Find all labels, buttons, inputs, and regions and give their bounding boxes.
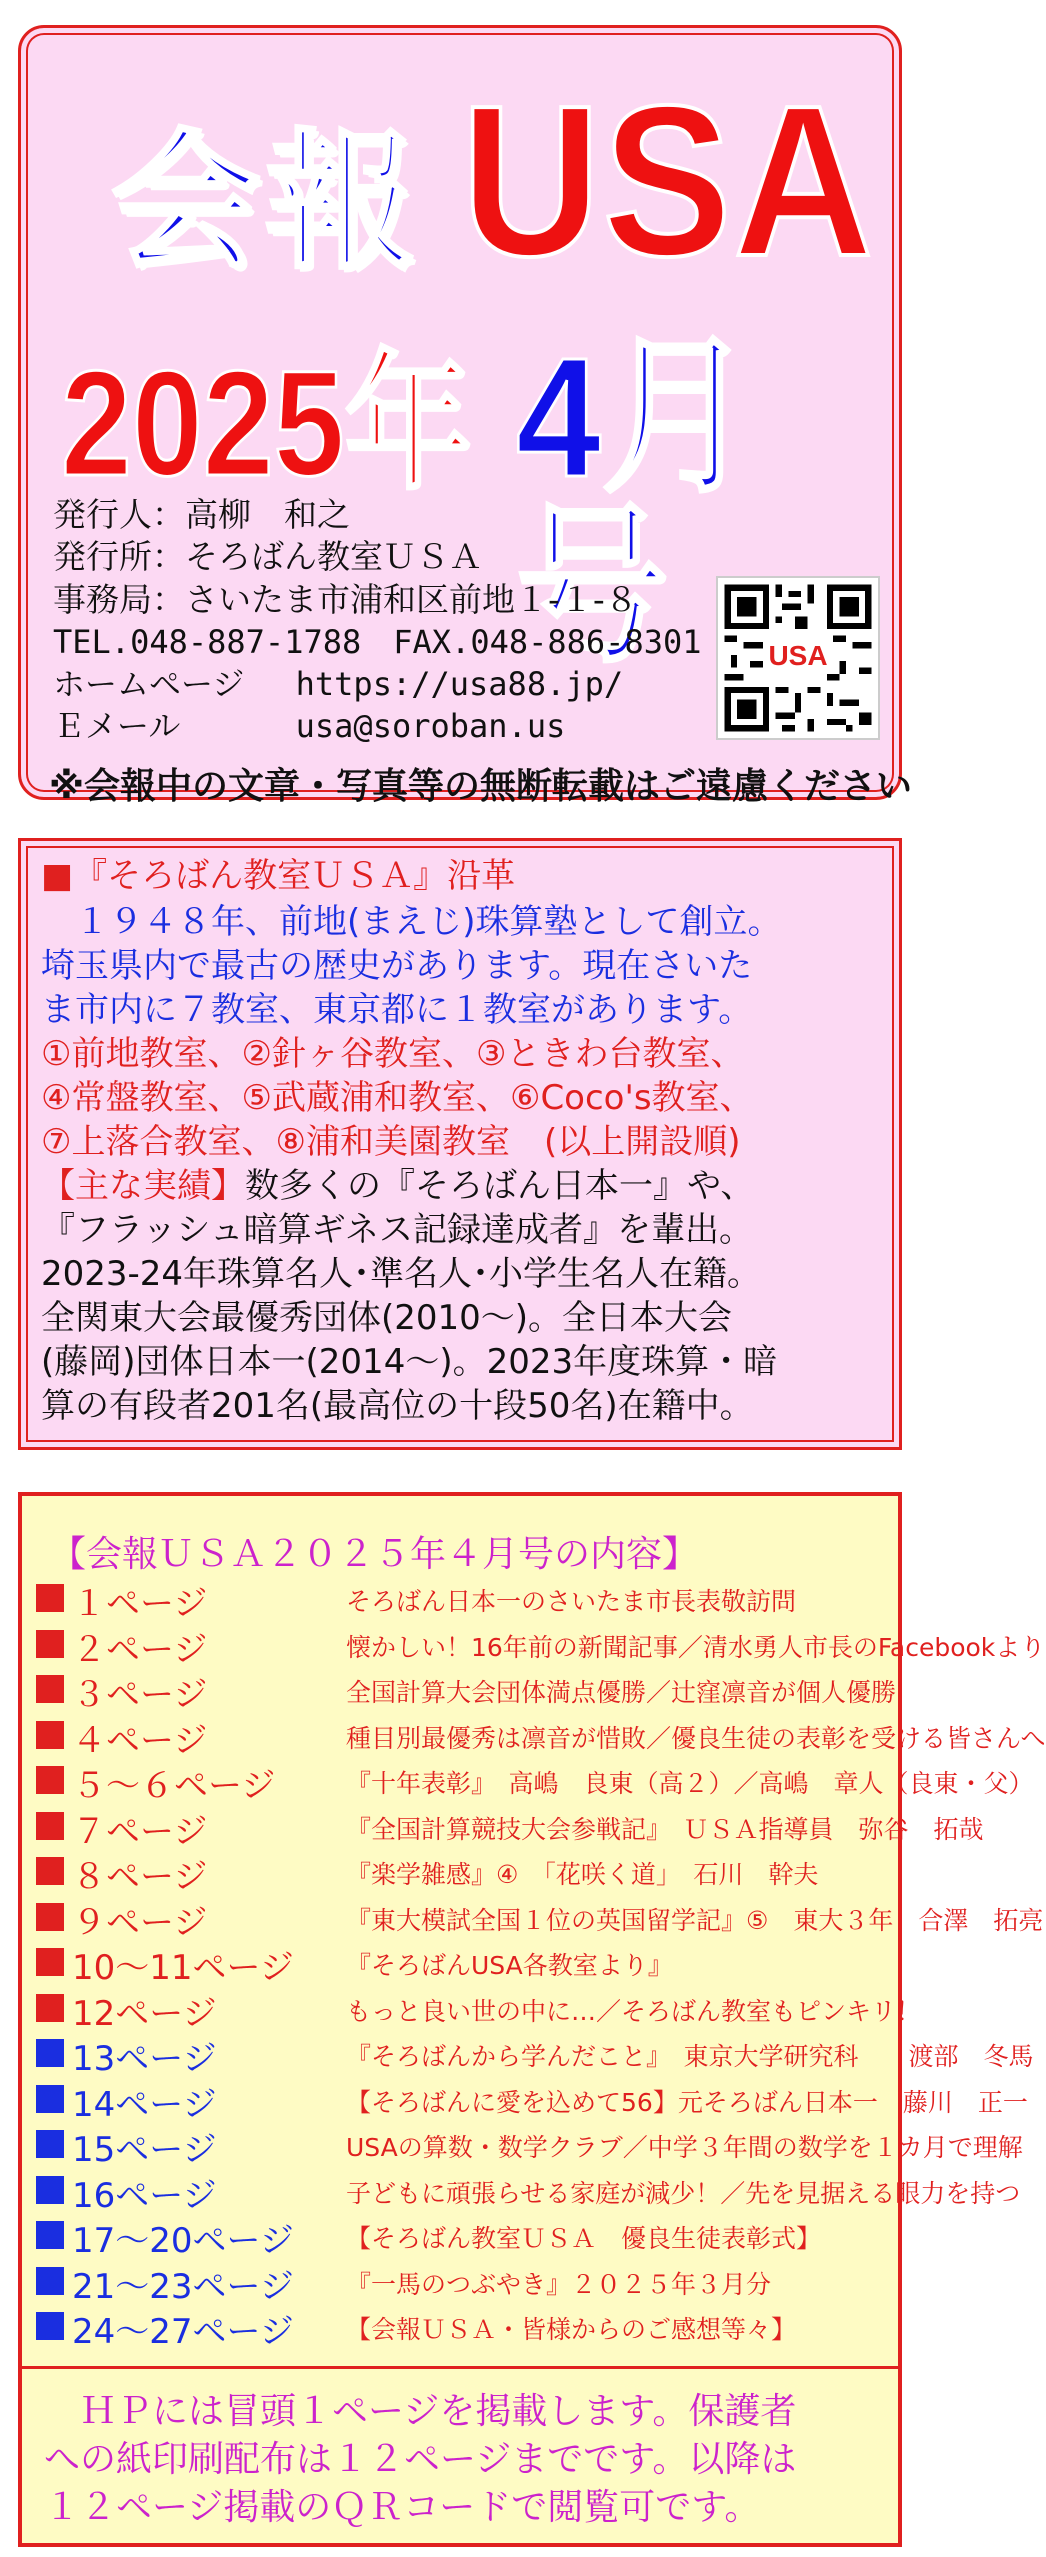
cover-panel xyxy=(18,25,912,807)
email[interactable]: Ｅメール usa@soroban.us xyxy=(53,707,566,745)
contents-item[interactable] xyxy=(36,1804,984,1852)
contents-description: 【そろばん教室ＵＳＡ 優良生徒表彰式】 xyxy=(346,2224,822,2253)
square-bullet-icon xyxy=(36,1630,64,1658)
title-usa: USA xyxy=(461,60,875,301)
history-line: ま市内に７教室、東京都に１教室があります。 xyxy=(41,990,753,1030)
contents-item[interactable] xyxy=(36,2168,1021,2216)
square-bullet-icon xyxy=(36,1721,64,1749)
office: 発行所：そろばん教室ＵＳＡ xyxy=(53,537,482,576)
contents-description: 『楽学雑感』④ 「花咲く道」 石川 幹夫 xyxy=(346,1860,819,1889)
history-panel xyxy=(18,838,902,1450)
contents-page: ８ページ xyxy=(72,1857,208,1897)
history-line: 2023-24年珠算名人･準名人･小学生名人在籍。 xyxy=(41,1254,762,1294)
history-line: 『フラッシュ暗算ギネス記録達成者』を輩出。 xyxy=(41,1210,753,1250)
contents-page: 16ページ xyxy=(72,2175,217,2216)
footer-line: への紙印刷配布は１２ページまでです。以降は xyxy=(44,2439,797,2480)
contents-page: 24～27ページ xyxy=(72,2312,294,2352)
title-kaiho: 会報 xyxy=(111,116,420,290)
contents-description: 『十年表彰』 高嶋 良東（高２）／高嶋 章人（良東・父） xyxy=(346,1769,1034,1798)
contents-item[interactable] xyxy=(36,1758,1034,1806)
contents-item[interactable] xyxy=(36,1667,897,1715)
square-bullet-icon xyxy=(36,1857,64,1885)
contents-page: ３ページ xyxy=(72,1675,208,1715)
contents-page: ４ページ xyxy=(72,1720,208,1761)
contents-page: 13ページ xyxy=(72,2039,217,2079)
issue-year: 2025年 xyxy=(61,339,473,507)
contents-item[interactable] xyxy=(36,1849,896,1897)
contents-description: 懐かしい！16年前の新聞記事／清水勇人市長のFacebookより xyxy=(346,1632,1046,1662)
contents-description: USAの算数・数学クラブ／中学３年間の数学を１カ月で理解 xyxy=(346,2133,1023,2162)
footer-line: １２ページ掲載のＱＲコードで閲覧可です。 xyxy=(44,2487,761,2528)
contents-page: 21～23ページ xyxy=(72,2266,294,2307)
contents-page: ２ページ xyxy=(72,1629,208,1670)
contents-item[interactable] xyxy=(36,1940,896,1988)
contents-description: 『そろばんから学んだこと』 東京大学研究科 渡部 冬馬 xyxy=(346,2042,1034,2071)
contents-item[interactable] xyxy=(36,1986,922,2034)
contents-item[interactable] xyxy=(36,1576,896,1624)
contents-description: 種目別最優秀は凛音が惜敗／優良生徒の表彰を受ける皆さんへ xyxy=(346,1723,1046,1753)
contents-description: 【会報ＵＳＡ・皆様からのご感想等々】 xyxy=(346,2315,797,2344)
contents-page: 12ページ xyxy=(72,1993,217,2034)
homepage[interactable]: ホームページ https://usa88.jp/ xyxy=(53,665,624,703)
contents-item[interactable] xyxy=(36,2122,1023,2170)
publisher: 発行人：高柳 和之 xyxy=(53,495,350,534)
contents-page: １ページ xyxy=(72,1584,208,1624)
square-bullet-icon xyxy=(36,2085,64,2113)
square-bullet-icon xyxy=(36,2221,64,2249)
square-bullet-icon xyxy=(36,1948,64,1976)
history-line: 算の有段者201名(最高位の十段50名)在籍中。 xyxy=(41,1386,754,1426)
contents-page: ５～６ページ xyxy=(72,1766,276,1806)
contents-description: 『全国計算競技大会参戦記』 ＵＳＡ指導員 弥谷 拓哉 xyxy=(346,1814,984,1844)
square-bullet-icon xyxy=(36,2312,64,2340)
issue-month: 4月号 xyxy=(516,323,755,683)
contents-description: もっと良い世の中に…／そろばん教室もピンキリ！ xyxy=(346,1996,922,2026)
contents-item[interactable] xyxy=(36,1713,1046,1761)
footer-divider xyxy=(22,2366,898,2369)
square-bullet-icon xyxy=(36,2039,64,2067)
contents-title: 【会報ＵＳＡ２０２５年４月号の内容】 xyxy=(50,1534,699,1575)
contents-page: ７ページ xyxy=(72,1811,208,1852)
contents-description: 『そろばんUSA各教室より』 xyxy=(346,1951,673,1980)
square-bullet-icon xyxy=(36,2267,64,2295)
contents-description: 【そろばんに愛を込めて56】元そろばん日本一 藤川 正一 xyxy=(346,2087,1028,2117)
square-bullet-icon xyxy=(36,2176,64,2204)
contents-item[interactable] xyxy=(36,1895,1044,1943)
contents-page: 15ページ xyxy=(72,2130,217,2170)
contents-item[interactable] xyxy=(36,2259,896,2307)
history-line: １９４８年、前地(まえじ)珠算塾として創立。 xyxy=(41,902,782,942)
history-line: (藤岡)団体日本一(2014～)。2023年度珠算・暗 xyxy=(41,1342,778,1382)
footer-line: ＨＰには冒頭１ページを掲載します。保護者 xyxy=(44,2391,797,2432)
achievements-line xyxy=(41,1166,755,1206)
address: 事務局：さいたま市浦和区前地１-１-８ xyxy=(53,580,638,619)
contents-page: ９ページ xyxy=(72,1902,208,1943)
square-bullet-icon xyxy=(36,1675,64,1703)
history-line: 全関東大会最優秀団体(2010～)。全日本大会 xyxy=(41,1298,733,1338)
contents-item[interactable] xyxy=(36,2031,1034,2079)
contents-page: 10～11ページ xyxy=(72,1948,294,1988)
contents-item[interactable] xyxy=(36,2213,896,2261)
history-line: 埼玉県内で最古の歴史があります。現在さいた xyxy=(41,946,753,986)
contents-description: 『一馬のつぶやき』２０２５年３月分 xyxy=(346,2269,772,2299)
contents-panel xyxy=(18,1492,1046,2547)
contents-description: 全国計算大会団体満点優勝／辻窪凛音が個人優勝 xyxy=(346,1678,897,1707)
square-bullet-icon xyxy=(36,1994,64,2022)
contents-item[interactable] xyxy=(36,1622,1046,1670)
contents-description: 子どもに頑張らせる家庭が減少！／先を見据える眼力を持つ xyxy=(346,2178,1021,2208)
achievements-label: 【主な実績】 xyxy=(41,1166,245,1206)
square-bullet-icon xyxy=(36,1584,64,1612)
qr-code[interactable] xyxy=(716,576,880,740)
contents-page: 14ページ xyxy=(72,2084,217,2125)
history-heading: ■『そろばん教室ＵＳＡ』沿革 xyxy=(41,856,516,896)
square-bullet-icon xyxy=(36,1903,64,1931)
square-bullet-icon xyxy=(36,1766,64,1794)
copyright-notice: ※会報中の文章・写真等の無断転載はご遠慮ください xyxy=(49,766,912,807)
classroom-line: ④常盤教室、⑤武蔵浦和教室、⑥Coco's教室、 xyxy=(41,1078,754,1118)
tel-fax: TEL.048-887-1788 FAX.048-886-8301 xyxy=(53,623,702,661)
achievements-text: 数多くの『そろばん日本一』や、 xyxy=(245,1166,755,1206)
contents-item[interactable] xyxy=(36,2304,896,2352)
classroom-line: ①前地教室、②針ヶ谷教室、③ときわ台教室、 xyxy=(41,1034,745,1074)
square-bullet-icon xyxy=(36,1812,64,1840)
contents-description: そろばん日本一のさいたま市長表敬訪問 xyxy=(346,1587,797,1616)
contents-page: 17～20ページ xyxy=(72,2221,294,2261)
square-bullet-icon xyxy=(36,2130,64,2158)
qr-label: USA xyxy=(768,640,828,671)
contents-description: 『東大模試全国１位の英国留学記』⑤ 東大３年 合澤 拓亮 xyxy=(346,1905,1044,1935)
classroom-line: ⑦上落合教室、⑧浦和美園教室 (以上開設順) xyxy=(41,1122,741,1162)
contents-item[interactable] xyxy=(36,2077,1028,2125)
